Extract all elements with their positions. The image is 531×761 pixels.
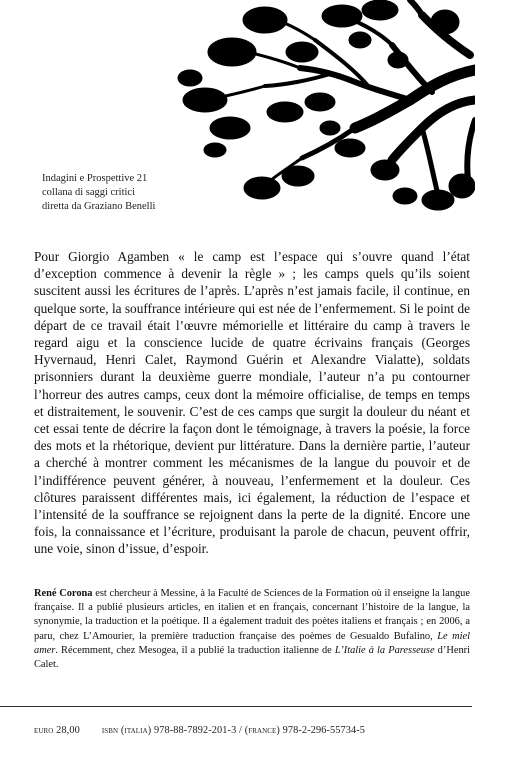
isbn-france-label: (france) xyxy=(244,725,280,736)
bio-text-3: d’Henri Calet. xyxy=(34,644,470,671)
isbn-italia-label: (italia) xyxy=(120,725,152,736)
author-bio xyxy=(34,587,470,672)
book-title-1: Le miel amer xyxy=(34,630,470,656)
tree-illustration xyxy=(170,0,475,212)
bio-text-1: est chercheur à Messine, à la Faculté de Sciences de la Formation où il enseigne la langue française. Il a publié plusieurs articles, en italien et en français, concernant l’histoire de la langue, la synonymie, la traduction et la poétique. Il a également traduit des poètes italiens et français ; en 2006, a paru, chez L’Amourier, la première traduction française des poèmes de Gesualdo Bufalino, xyxy=(34,588,470,642)
book-title-2: L’Italie à la Paresseuse xyxy=(334,644,435,656)
series-director: diretta da Graziano Benelli xyxy=(42,201,156,212)
series-title: Indagini e Prospettive 21 xyxy=(42,173,148,184)
price-value: 28,00 xyxy=(56,725,80,736)
series-info xyxy=(42,172,155,214)
footer xyxy=(34,725,474,736)
back-cover-blurb: Pour Giorgio Agamben « le camp est l’espace qui s’ouvre quand l’état d’exception commence à devenir la règle » ; les camps quels qu’ils soient suscitent aussi les écritures de l’après. L’après n’est jamais facile, il continue, en quelque sorte, la souffrance intérieure qui est née de l’enfermement. Si le point de départ de ce travail était l’œuvre mémorielle et littéraire du camp à travers le regard aigu et la conscience lucide de quatre écrivains français (Georges Hyvernaud, Henri Calet, Raymond Guérin et Alexandre Vialatte), soldats prisonniers durant la deuxième guerre mondiale, l’auteur n’a pu contourner l’horreur des autres camps, ceux dont la mémoire officialise, de temps en temps et distraitement, le souvenir. C’est de ces camps que surgit la douleur du néant et cet essai tente de décrire la façon dont le témoignage, à travers la poésie, la force des mots et la rhétorique, devient pur littérature. Dans la dernière partie, l’auteur a cherché à montrer comment les mécanismes de la langue du pouvoir et de l’indifférence peuvent générer, à nouveau, l’enfermement et la douleur. Ces clôtures paraissent différentes mais, ici également, la réduction de l’espace et l’intensité de la souffrance se rejoignent dans la perte de la dignité. Encore une fois, la connaissance et l’écriture, produisant la parole de chacun, peuvent offrir, une voie, sinon d’issue, d’espoir. xyxy=(34,249,470,557)
price-label: euro xyxy=(34,725,54,736)
footer-divider xyxy=(0,706,472,707)
author-name: René Corona xyxy=(34,588,93,599)
isbn-separator: / xyxy=(239,725,242,736)
series-subtitle: collana di saggi critici xyxy=(42,187,136,198)
isbn-italia: 978-88-7892-201-3 xyxy=(153,725,237,736)
isbn-france: 978-2-296-55734-5 xyxy=(282,725,366,736)
isbn-label: isbn xyxy=(101,725,119,736)
bio-text-2: . Récemment, chez Mesogea, il a publié la traduction italienne de xyxy=(55,644,335,656)
